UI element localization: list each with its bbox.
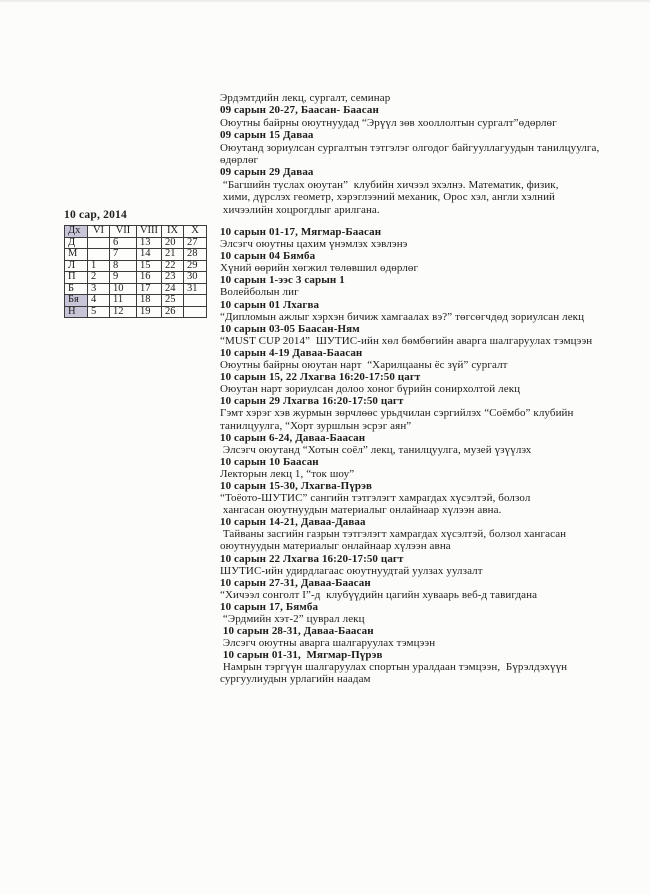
calendar-date-cell: 12 <box>110 306 137 318</box>
event-date-line: 10 сарын 01 Лхагва <box>220 298 320 311</box>
calendar-title: 10 сар, 2014 <box>64 209 127 221</box>
calendar-header-row <box>65 226 207 238</box>
event-date-line: 10 сарын 4-19 Даваа-Баасан <box>220 346 363 359</box>
event-description-line: ШУТИС-ийн удирдлагаас оюутнуудтай уулзах уулзалт <box>220 564 483 577</box>
calendar-date-cell: 21 <box>162 249 184 261</box>
event-date-line: 10 сарын 1-ээс 3 сарын 1 <box>220 274 345 287</box>
calendar-date-cell: 7 <box>110 249 137 261</box>
calendar-week-header-cell: VII <box>110 226 137 238</box>
event-date-line: 10 сарын 01-31, Мягмар-Пүрэв <box>220 649 383 662</box>
event-description-line: Элсэгч оюутны цахим үнэмлэх хэвлэнэ <box>220 238 408 251</box>
event-description-line: “Дипломын ажлыг хэрхэн бичиж хамгаалах вэ?” төгсөгчдөд зориулсан лекц <box>220 310 585 323</box>
calendar-date-cell: 29 <box>184 260 207 272</box>
event-date-line: 10 сарын 15, 22 Лхагва 16:20-17:50 цагт <box>220 371 421 384</box>
event-description-line: Тайваны засгийн газрын тэтгэлэгт хамрагдах хүсэлтэй, болзол хангасан <box>220 528 567 541</box>
event-description-line: Элсэгч оюутны аварга шалгаруулах тэмцээн <box>220 637 436 650</box>
event-description-line: Хүний өөрийн хөгжил төлөвшил өдөрлөг <box>220 262 419 275</box>
calendar-date-cell: 22 <box>162 260 184 272</box>
event-description-line: “Хичээл сонголт I”-д клубүүдийн цагийн хуваарь веб-д тавигдана <box>220 588 538 601</box>
calendar-date-cell: 18 <box>137 295 162 307</box>
calendar-date-cell: 16 <box>137 272 162 284</box>
calendar-date-cell: 27 <box>184 237 207 249</box>
calendar-date-cell: 20 <box>162 237 184 249</box>
calendar-date-cell: 25 <box>162 295 184 307</box>
calendar-day-label-cell: Бя <box>65 295 88 307</box>
event-date-line: 10 сарын 6-24, Даваа-Баасан <box>220 431 366 444</box>
event-date-line: 10 сарын 14-21, Даваа-Даваа <box>220 516 366 529</box>
calendar-date-cell: 9 <box>110 272 137 284</box>
event-description-line: “MUST CUP 2014” ШУТИС-ийн хөл бөмбөгийн аварга шалгаруулах тэмцээн <box>220 334 593 347</box>
calendar-block <box>64 225 207 318</box>
calendar-date-cell: 10 <box>110 283 137 295</box>
calendar-date-cell: 5 <box>88 306 110 318</box>
calendar-row <box>65 295 207 307</box>
calendar-date-cell: 30 <box>184 272 207 284</box>
event-description-line: Оюутанд зориулсан сургалтын тэтгэлэг олгодог байгууллагуудын танилцуулга, <box>220 141 600 154</box>
scan-edge-artifact <box>0 0 650 3</box>
event-description-line: Волейболын лиг <box>220 286 299 299</box>
event-date-line: 10 сарын 28-31, Даваа-Баасан <box>220 625 374 638</box>
event-date-line: 10 сарын 01-17, Мягмар-Баасан <box>220 226 382 238</box>
event-date-line: 10 сарын 10 Баасан <box>220 455 319 468</box>
calendar-row <box>65 306 207 318</box>
calendar-row <box>65 272 207 284</box>
event-description-line: “Тоёото-ШУТИС” сангийн тэтгэлэгт хамрагдах хүсэлтэй, болзол <box>220 492 531 505</box>
calendar-date-cell: 19 <box>137 306 162 318</box>
event-date-line: 10 сарын 17, Бямба <box>220 600 319 613</box>
calendar-day-label-cell: Б <box>65 283 88 295</box>
calendar-date-cell: 14 <box>137 249 162 261</box>
event-description-line: Гэмт хэрэг хэв журмын зөрчлөөс урьдчилан сэргийлэх “Соёмбо” клубийн <box>220 407 574 420</box>
calendar-week-header-cell: VIII <box>137 226 162 238</box>
event-date-line: 09 сарын 15 Даваа <box>220 129 314 142</box>
event-date-line: 09 сарын 20-27, Баасан- Баасан <box>220 104 379 117</box>
calendar-date-cell <box>184 306 207 318</box>
intro-text-block <box>220 92 642 216</box>
calendar-date-cell: 15 <box>137 260 162 272</box>
event-date-line: 10 сарын 15-30, Лхагва-Пүрэв <box>220 479 373 492</box>
calendar-date-cell: 4 <box>88 295 110 307</box>
calendar-row <box>65 237 207 249</box>
calendar-corner-cell: Дх <box>65 226 88 238</box>
calendar-row <box>65 249 207 261</box>
event-description-line: Оюутны байрны оюутнуудад “Эрүүл зөв хооллолтын сургалт”өдөрлөг <box>220 116 557 129</box>
calendar-row <box>65 260 207 272</box>
event-description-line: “Багшийн туслах оюутан” клубийн хичээл эхэлнэ. Математик, физик, <box>220 178 559 191</box>
calendar-week-header-cell: X <box>184 226 207 238</box>
event-description-line: Элсэгч оюутанд “Хотын соёл” лекц, танилцуулга, музей үзүүлэх <box>220 443 532 456</box>
calendar-date-cell: 8 <box>110 260 137 272</box>
event-description-line: Лекторын лекц 1, “ток шоу” <box>220 467 355 480</box>
event-description-line: Оюутан нарт зориулсан долоо хоног бүрийн сонирхолтой лекц <box>220 383 521 396</box>
calendar-week-header-cell: IX <box>162 226 184 238</box>
event-description-line: “Эрдмийн хэт-2” цуврал лекц <box>220 613 365 625</box>
calendar-date-cell: 26 <box>162 306 184 318</box>
event-date-line: 10 сарын 22 Лхагва 16:20-17:50 цагт <box>220 552 404 565</box>
event-description-line: Эрдэмтдийн лекц, сургалт, семинар <box>220 92 391 104</box>
event-description-line: өдөрлөг <box>220 154 259 167</box>
calendar-header-row <box>65 226 207 238</box>
event-description-line: Оюутны байрны оюутан нарт “Харилцааны ёс зүй” сургалт <box>220 359 508 372</box>
event-date-line: 10 сарын 29 Лхагва 16:20-17:50 цагт <box>220 395 404 408</box>
calendar-day-label-cell: Н <box>65 306 88 318</box>
calendar-date-cell <box>88 249 110 261</box>
calendar-date-cell: 13 <box>137 237 162 249</box>
calendar-date-cell: 2 <box>88 272 110 284</box>
calendar-date-cell: 11 <box>110 295 137 307</box>
calendar-row <box>65 283 207 295</box>
calendar-date-cell: 23 <box>162 272 184 284</box>
calendar-date-cell: 28 <box>184 249 207 261</box>
calendar-date-cell: 3 <box>88 283 110 295</box>
calendar-body <box>65 237 207 318</box>
calendar-day-label-cell: Л <box>65 260 88 272</box>
calendar-date-cell <box>88 237 110 249</box>
calendar-week-header-cell: VI <box>88 226 110 238</box>
event-description-line: сургуулиудын урлагийн наадам <box>220 673 371 686</box>
calendar-date-cell: 31 <box>184 283 207 295</box>
calendar-date-cell: 6 <box>110 237 137 249</box>
calendar-date-cell: 24 <box>162 283 184 295</box>
calendar-day-label-cell: М <box>65 249 88 261</box>
event-date-line: 09 сарын 29 Даваа <box>220 166 314 179</box>
calendar-date-cell: 1 <box>88 260 110 272</box>
calendar-date-cell <box>184 295 207 307</box>
event-date-line: 10 сарын 04 Бямба <box>220 250 316 263</box>
schedule-text-block <box>220 226 642 686</box>
calendar-day-label-cell: Д <box>65 237 88 249</box>
event-description-line: хичээлийн хоцрогдлыг арилгана. <box>220 203 380 216</box>
event-description-line: хангасан оюутнуудын материалыг онлайнаар хүлээн авна. <box>220 504 502 517</box>
calendar-date-cell: 17 <box>137 283 162 295</box>
calendar-day-label-cell: П <box>65 272 88 284</box>
calendar-table <box>64 225 207 318</box>
event-date-line: 10 сарын 27-31, Даваа-Баасан <box>220 576 371 589</box>
event-description-line: Намрын тэргүүн шалгаруулах спортын уралдаан тэмцээн, Бүрэлдэхүүн <box>220 661 568 674</box>
event-date-line: 10 сарын 03-05 Баасан-Ням <box>220 322 360 335</box>
event-description-line: танилцуулга, “Хорт зуршлын эсрэг аян” <box>220 419 412 432</box>
event-description-line: оюутнуудын материалыг онлайнаар хүлээн авна <box>220 540 451 553</box>
event-description-line: хими, дүрслэх геометр, хэрэглээний механик, Орос хэл, англи хэлний <box>220 191 556 204</box>
